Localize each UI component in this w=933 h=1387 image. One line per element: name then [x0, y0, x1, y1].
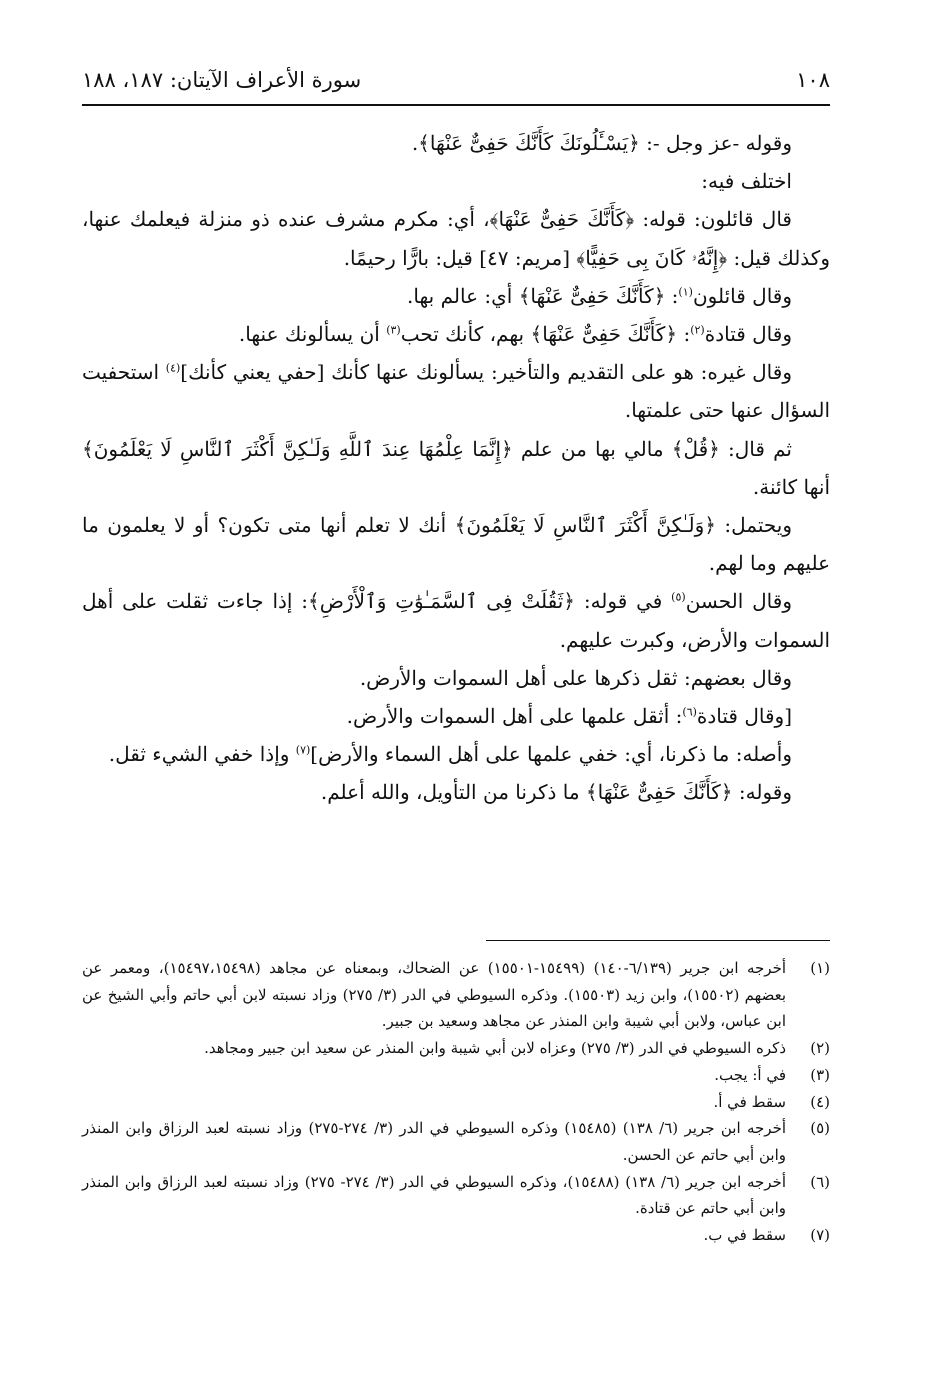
footnote-number: (٣) — [810, 1065, 830, 1084]
paragraph-1: وقوله -عز وجل -: ﴿يَسْـَٔلُونَكَ كَأَنَّكَ حَفِىٌّ عَنْهَا﴾. — [411, 131, 792, 155]
main-text — [82, 124, 830, 812]
footnote-ref: (٥) — [671, 590, 686, 604]
paragraph-12: وأصله: ما ذكرنا، أي: خفي علمها على أهل السماء والأرض]$^{(٧)}$ وإذا خفي الشيء ثقل. — [108, 742, 792, 767]
header-rule — [82, 104, 830, 106]
footnote-ref: (١) — [678, 285, 693, 299]
footnote-item — [82, 1089, 830, 1116]
footnote-rule — [486, 940, 830, 941]
footnote-number: (٦) — [810, 1172, 830, 1191]
paragraph-3: قال قائلون: قوله: ﴿كَأَنَّكَ حَفِىٌّ عَنْهَا﴾، أي: مكرم مشرف عنده ذو منزلة فيعلمك عنها، وكذلك قيل: ﴿إِنَّهُۥ كَانَ بِى حَفِيًّا﴾ [مريم: ٤٧] قيل: بارًّا رحيمًا. — [82, 207, 830, 270]
footnote-item — [82, 1035, 830, 1062]
paragraph-5: وقال قتادة$^{(٢)}$: ﴿كَأَنَّكَ حَفِىٌّ عَنْهَا﴾ بهم، كأنك تحب$^{(٣)}$ أن يسألونك عنها. — [238, 322, 792, 347]
footnote-ref: (٦) — [682, 705, 697, 719]
paragraph-9: وقال الحسن$^{(٥)}$ في قوله: ﴿ثَقُلَتْ فِى ٱلسَّمَـٰوَٰتِ وَٱلْأَرْضِ﴾: إذا جاءت ثقلت على أهل السموات والأرض، وكبرت عليهم. — [82, 589, 830, 652]
paragraph-2: اختلف فيه: — [701, 169, 792, 194]
footnote-text: ذكره السيوطي في الدر (٣/ ٢٧٥) وعزاه لابن أبي شيبة وابن المنذر عن سعيد ابن جبير ومجاهد. — [204, 1039, 786, 1058]
footnotes-list — [82, 955, 830, 1249]
page-header — [82, 60, 830, 100]
footnote-ref: (٢) — [690, 323, 705, 337]
footnote-number: (١) — [810, 959, 830, 977]
footnote-item — [82, 1222, 830, 1249]
paragraph-7: ثم قال: ﴿قُلْ﴾ مالي بها من علم ﴿إِنَّمَا عِلْمُهَا عِندَ ٱللَّهِ وَلَـٰكِنَّ أَكْثَرَ ٱلنَّاسِ لَا يَعْلَمُونَ﴾ أنها كائنة. — [82, 436, 830, 499]
footnote-item — [82, 955, 830, 1035]
running-title: سورة الأعراف الآيتان: ١٨٧، ١٨٨ — [82, 68, 362, 92]
footnote-number: (٤) — [810, 1092, 830, 1111]
paragraph-4: وقال قائلون$^{(١)}$: ﴿كَأَنَّكَ حَفِىٌّ عَنْهَا﴾ أي: عالم بها. — [407, 283, 792, 308]
footnote-ref: (٣) — [386, 323, 401, 337]
footnote-number: (٥) — [810, 1119, 830, 1138]
footnote-text: سقط في أ. — [713, 1092, 786, 1111]
footnote-item — [82, 1169, 830, 1222]
footnote-ref: (٤) — [165, 361, 181, 375]
footnote-item — [82, 1062, 830, 1089]
footnote-text: في أ: يجب. — [714, 1065, 786, 1084]
footnote-text: أخرجه ابن جرير (٦/ ١٣٨) (١٥٤٨٨)، وذكره السيوطي في الدر (٣/ ٢٧٤- ٢٧٥) وزاد نسبته لعبد الرزاق وابن المنذر وابن أبي حاتم عن قتادة. — [82, 1172, 787, 1218]
paragraph-6: وقال غيره: هو على التقديم والتأخير: يسألونك عنها كأنك [حفي يعني كأنك]$^{(٤)}$ استحفيت السؤال عنها حتى علمتها. — [82, 360, 830, 423]
footnote-number: (٧) — [810, 1226, 830, 1245]
footnote-item — [82, 1115, 830, 1168]
footnote-text: أخرجه ابن جرير (٦/١٣٩-١٤٠) (١٥٤٩٩-١٥٥٠١) عن الضحاك، وبمعناه عن مجاهد (١٥٤٩٧،١٥٤٩٨)، ومعمر عن بعضهم (١٥٥٠٢)، وابن زيد (١٥٥٠٣). وذكره السيوطي في الدر (٣/ ٢٧٥) وزاد نسبته لابن أبي حاتم وأبي الشيخ عن ابن عباس، ولابن أبي شيبة وابن المنذر عن مجاهد وسعيد بن جبير. — [82, 959, 787, 1031]
paragraph-10: وقال بعضهم: ثقل ذكرها على أهل السموات والأرض. — [359, 665, 792, 690]
paragraph-11: [وقال قتادة$^{(٦)}$: أثقل علمها على أهل السموات والأرض. — [346, 704, 792, 729]
footnote-text: سقط في ب. — [703, 1226, 786, 1245]
footnote-ref: (٧) — [295, 743, 311, 757]
paragraph-8: ويحتمل: ﴿وَلَـٰكِنَّ أَكْثَرَ ٱلنَّاسِ لَا يَعْلَمُونَ﴾ أنك لا تعلم أنها متى تكون؟ أو لا يعلمون ما عليهم وما لهم. — [82, 513, 830, 576]
paragraph-13: وقوله: ﴿كَأَنَّكَ حَفِىٌّ عَنْهَا﴾ ما ذكرنا من التأويل، والله أعلم. — [320, 780, 792, 805]
footnote-number: (٢) — [810, 1039, 830, 1058]
footnote-text: أخرجه ابن جرير (٦/ ١٣٨) (١٥٤٨٥) وذكره السيوطي في الدر (٣/ ٢٧٤-٢٧٥) وزاد نسبته لعبد الرزاق وابن المنذر وابن أبي حاتم عن الحسن. — [82, 1119, 787, 1164]
page-number: ١٠٨ — [796, 68, 830, 92]
